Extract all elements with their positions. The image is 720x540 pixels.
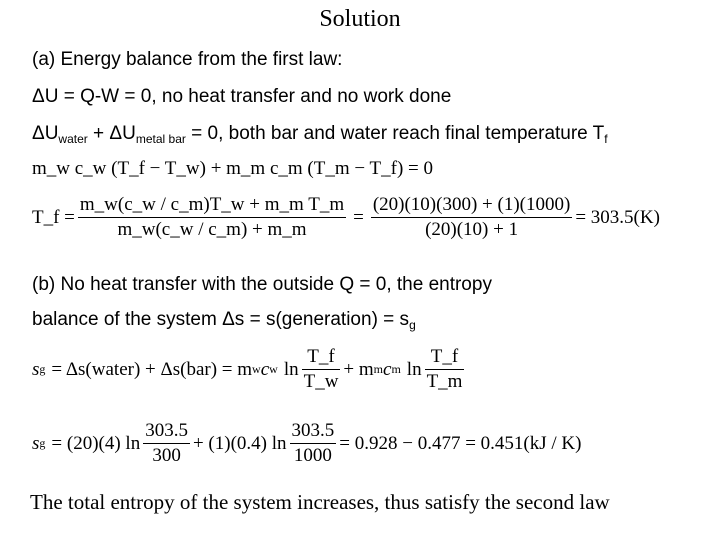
- energy-balance-equation: [32, 158, 433, 180]
- tf-fraction-symbolic: [78, 194, 346, 241]
- sub-m: m: [373, 362, 384, 376]
- sg2-mid: + (1)(0.4) ln: [192, 432, 287, 454]
- sg1-fraction-a: [302, 346, 341, 393]
- tf-equation: [32, 194, 660, 241]
- entropy-balance-text: balance of the system Δs = s(generation) = s: [32, 309, 410, 330]
- sg2-result: = 0.928 − 0.477 = 0.451(kJ / K): [339, 432, 582, 454]
- first-law-line: ΔU = Q-W = 0, no heat transfer and no work done: [32, 86, 452, 107]
- tf-frac1-denominator: m_w(c_w / c_m) + m_m: [117, 219, 307, 240]
- tf-frac2-numerator: (20)(10)(300) + (1)(1000): [372, 194, 571, 215]
- sg-symbol: s: [32, 432, 40, 454]
- equals-sign: =: [353, 206, 364, 228]
- c-symbol: c: [383, 358, 392, 380]
- sub-w: w: [252, 362, 261, 376]
- sg2-frac2-den: 1000: [293, 445, 332, 466]
- sg1-frac-b-den: T_m: [426, 371, 463, 392]
- sub-g: g: [39, 436, 46, 450]
- sub-m: m: [391, 362, 401, 376]
- sub-water: water: [58, 132, 88, 146]
- final-temp-text: = 0, both bar and water reach final temperature T: [185, 123, 605, 144]
- sg2-fraction-2: [290, 420, 337, 467]
- sg1-frac-a-num: T_f: [307, 346, 335, 367]
- tf-frac1-numerator: m_w(c_w / c_m)T_w + m_m T_m: [79, 194, 345, 215]
- part-b-line2: [32, 309, 416, 332]
- sg2-lhs: = (20)(4) ln: [51, 432, 141, 454]
- sg1-frac-b-num: T_f: [430, 346, 459, 367]
- sg2-frac1-den: 300: [152, 445, 181, 466]
- sub-w: w: [269, 362, 278, 376]
- sg2-frac1-num: 303.5: [145, 420, 188, 441]
- sub-g: g: [39, 362, 46, 376]
- sg1-fraction-b: [425, 346, 465, 393]
- ln-2: ln: [406, 358, 422, 380]
- tf-result: = 303.5(K): [575, 206, 660, 228]
- conclusion-text: The total entropy of the system increases, thus satisfy the second law: [30, 490, 610, 514]
- c-symbol: c: [260, 358, 270, 380]
- sg2-frac2-num: 303.5: [291, 420, 335, 441]
- part-a-heading: (a) Energy balance from the first law:: [32, 49, 343, 70]
- sg1-coef2: + m: [343, 358, 374, 380]
- energy-split-line: [32, 123, 608, 146]
- sg-equation-symbolic: [32, 346, 467, 393]
- slide-title: Solution: [319, 6, 401, 32]
- sg1-frac-a-den: T_w: [303, 371, 339, 392]
- tf-frac2-denominator: (20)(10) + 1: [425, 219, 519, 240]
- sub-g: g: [409, 318, 416, 332]
- sg-symbol: s: [32, 358, 40, 380]
- sg2-fraction-1: [143, 420, 190, 467]
- sg-equation-numeric: [32, 420, 581, 467]
- eq-balance: m_w c_w (T_f − T_w) + m_m c_m (T_m − T_f) = 0: [32, 158, 433, 179]
- delta-u-water: ΔU: [32, 123, 59, 144]
- sub-metal-bar: metal bar: [135, 132, 186, 146]
- tf-lhs: T_f =: [32, 206, 75, 228]
- sub-f: f: [604, 132, 608, 146]
- delta-u-bar: + ΔU: [87, 123, 136, 144]
- sg1-lhs: = Δs(water) + Δs(bar) = m: [51, 358, 253, 380]
- part-b-line1: (b) No heat transfer with the outside Q = 0, the entropy: [32, 274, 492, 295]
- ln-1: ln: [283, 358, 299, 380]
- tf-fraction-numeric: [371, 194, 573, 241]
